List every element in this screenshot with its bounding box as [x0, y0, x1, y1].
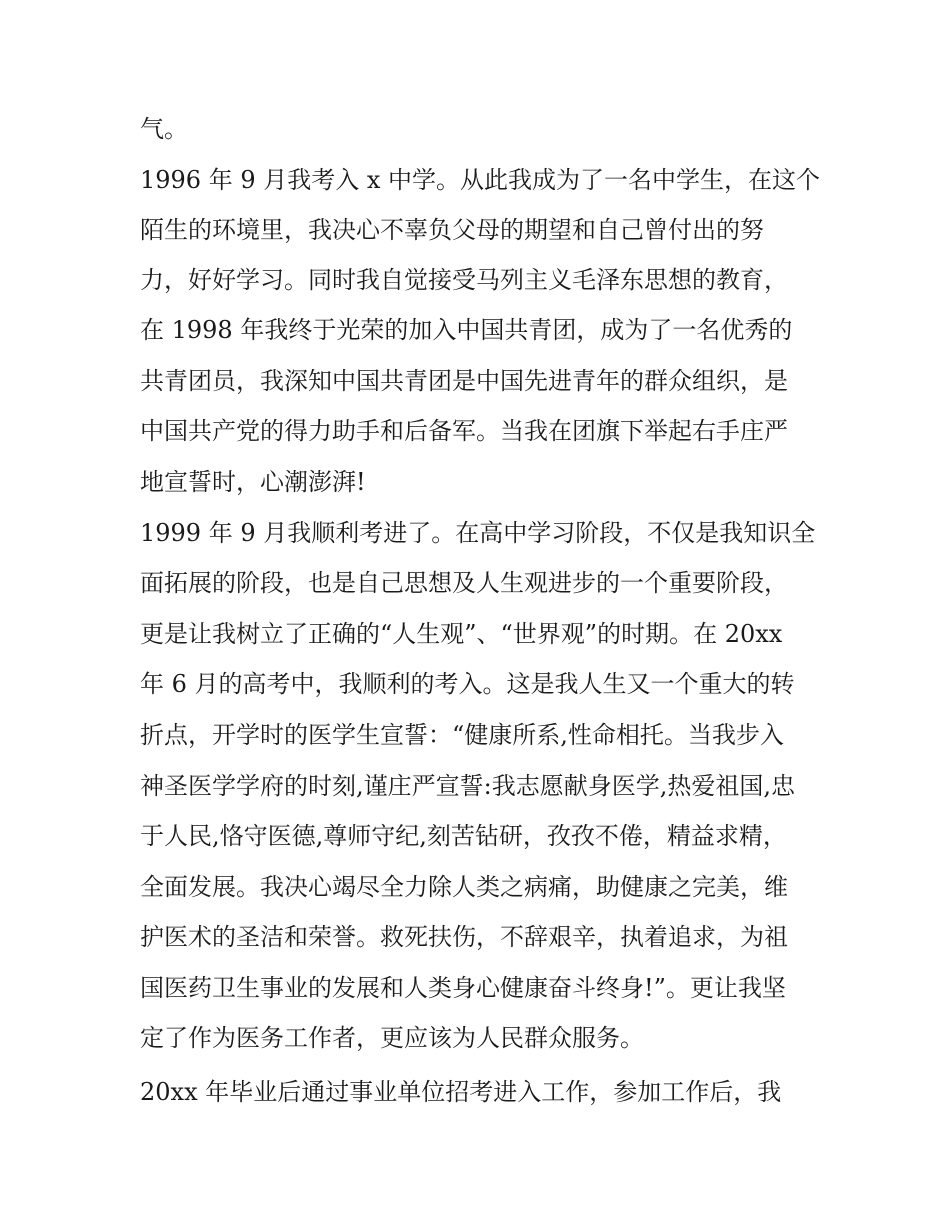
text-line: 护医术的圣洁和荣誉。救死扶伤，不辞艰辛，执着追求，为祖 [140, 923, 788, 951]
text-line: 1996 年 9 月我考入 x 中学。从此我成为了一名中学生，在这个 [140, 166, 820, 194]
text-line: 气。 [140, 115, 188, 143]
text-line: 更是让我树立了正确的“人生观”、“世界观”的时期。在 20xx [140, 620, 783, 648]
text-line: 力，好好学习。同时我自觉接受马列主义毛泽东思想的教育， [140, 266, 788, 294]
text-line: 于人民,恪守医德,尊师守纪,刻苦钻研，孜孜不倦，精益求精， [140, 822, 787, 850]
text-line: 国医药卫生事业的发展和人类身心健康奋斗终身!”。更让我坚 [140, 974, 786, 1002]
text-line: 面拓展的阶段，也是自己思想及人生观进步的一个重要阶段， [140, 569, 788, 597]
text-line: 在 1998 年我终于光荣的加入中国共青团，成为了一名优秀的 [140, 316, 793, 344]
text-line: 地宣誓时，心潮澎湃! [140, 468, 366, 496]
text-line: 年 6 月的高考中，我顺利的考入。这是我人生又一个重大的转 [140, 670, 795, 698]
text-line: 中国共产党的得力助手和后备军。当我在团旗下举起右手庄严 [140, 417, 788, 445]
text-line: 20xx 年毕业后通过事业单位招考进入工作，参加工作后，我 [140, 1078, 782, 1106]
text-line: 陌生的环境里，我决心不辜负父母的期望和自己曾付出的努 [140, 216, 764, 244]
text-line: 定了作为医务工作者，更应该为人民群众服务。 [140, 1024, 644, 1052]
text-line: 神圣医学学府的时刻,谨庄严宣誓:我志愿献身医学,热爱祖国,忠 [140, 772, 795, 800]
text-line: 全面发展。我决心竭尽全力除人类之病痛，助健康之完美，维 [140, 873, 788, 901]
text-line: 共青团员，我深知中国共青团是中国先进青年的群众组织，是 [140, 367, 788, 395]
text-line: 1999 年 9 月我顺利考进了。在高中学习阶段，不仅是我知识全 [140, 519, 816, 547]
text-line: 折点，开学时的医学生宣誓：“健康所系,性命相托。当我步入 [140, 721, 784, 749]
